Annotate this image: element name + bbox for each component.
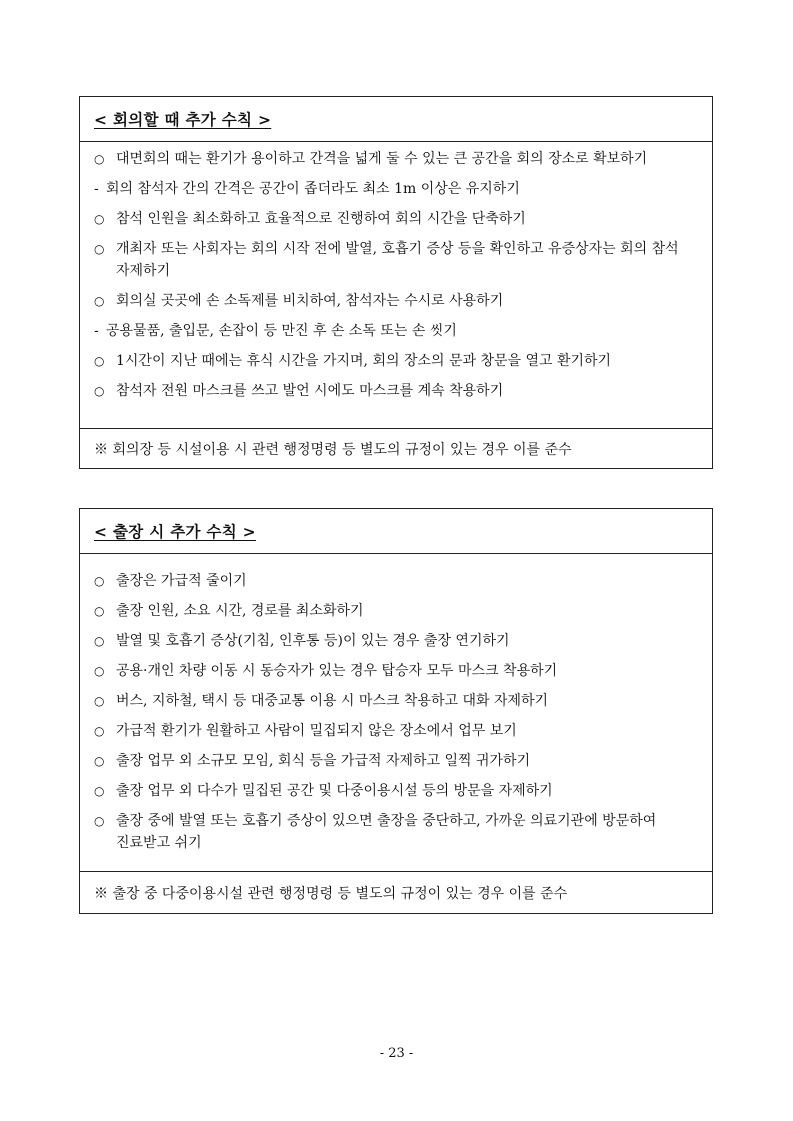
meeting-rules-box [79,96,713,469]
list-item: ○ 공용·개인 차량 이동 시 동승자가 있는 경우 탑승자 모두 마스크 착용하기 [92,660,700,682]
circle-bullet-icon: ○ [94,574,105,588]
trip-rules-list [80,554,712,854]
list-item: ○ 가급적 환기가 원활하고 사람이 밀집되지 않은 장소에서 업무 보기 [92,720,700,742]
meeting-rules-note: ※ 회의장 등 시설이용 시 관련 행정명령 등 별도의 규정이 있는 경우 이를 준수 [80,428,712,468]
circle-bullet-icon: ○ [94,814,105,828]
meeting-rules-title: < 회의할 때 추가 수칙 > [94,111,272,129]
list-item: ○ 참석자 전원 마스크를 쓰고 발언 시에도 마스크를 계속 착용하기 [92,380,700,402]
list-item: ○ 출장 인원, 소요 시간, 경로를 최소화하기 [92,600,700,622]
circle-bullet-icon: ○ [94,754,105,768]
list-item: ○ 출장 중에 발열 또는 호흡기 증상이 있으면 출장을 중단하고, 가까운 의료기관에 방문하여 진료받고 쉬기 [92,810,700,854]
list-item: ○ 출장 업무 외 소규모 모임, 회식 등을 가급적 자제하고 일찍 귀가하기 [92,750,700,772]
circle-bullet-icon: ○ [94,784,105,798]
circle-bullet-icon: ○ [94,694,105,708]
trip-rules-note: ※ 출장 중 다중이용시설 관련 행정명령 등 별도의 규정이 있는 경우 이를 준수 [80,871,712,913]
sub-list-item: - 공용물품, 출입문, 손잡이 등 만진 후 손 소독 또는 손 씻기 [92,320,700,342]
circle-bullet-icon: ○ [94,724,105,738]
list-item: ○ 출장은 가급적 줄이기 [92,570,700,592]
list-item: ○ 개최자 또는 사회자는 회의 시작 전에 발열, 호흡기 증상 등을 확인하고 유증상자는 회의 참석 자제하기 [92,238,700,282]
meeting-rules-title-bar [80,97,712,142]
list-item: ○ 1시간이 지난 때에는 휴식 시간을 가지며, 회의 장소의 문과 창문을 열고 환기하기 [92,350,700,372]
business-trip-rules-box [79,508,713,914]
list-item: ○ 참석 인원을 최소화하고 효율적으로 진행하여 회의 시간을 단축하기 [92,208,700,230]
list-item: ○ 회의실 곳곳에 손 소독제를 비치하여, 참석자는 수시로 사용하기 [92,290,700,312]
dash-bullet: - [94,181,99,197]
circle-bullet-icon: ○ [94,242,105,256]
list-item: ○ 버스, 지하철, 택시 등 대중교통 이용 시 마스크 착용하고 대화 자제하기 [92,690,700,712]
circle-bullet-icon: ○ [94,354,105,368]
sub-list-item: - 회의 참석자 간의 간격은 공간이 좁더라도 최소 1m 이상은 유지하기 [92,178,700,200]
page-number: - 23 - [379,1046,414,1061]
list-item: ○ 대면회의 때는 환기가 용이하고 간격을 넓게 둘 수 있는 큰 공간을 회의 장소로 확보하기 [92,148,700,170]
circle-bullet-icon: ○ [94,212,105,226]
circle-bullet-icon: ○ [94,384,105,398]
circle-bullet-icon: ○ [94,604,105,618]
list-item: ○ 발열 및 호흡기 증상(기침, 인후통 등)이 있는 경우 출장 연기하기 [92,630,700,652]
circle-bullet-icon: ○ [94,294,105,308]
circle-bullet-icon: ○ [94,664,105,678]
circle-bullet-icon: ○ [94,152,105,166]
trip-rules-title: < 출장 시 추가 수칙 > [94,523,256,541]
trip-rules-title-bar [80,509,712,554]
meeting-rules-list [80,142,712,402]
list-item: ○ 출장 업무 외 다수가 밀집된 공간 및 다중이용시설 등의 방문을 자제하기 [92,780,700,802]
dash-bullet: - [94,323,99,339]
circle-bullet-icon: ○ [94,634,105,648]
